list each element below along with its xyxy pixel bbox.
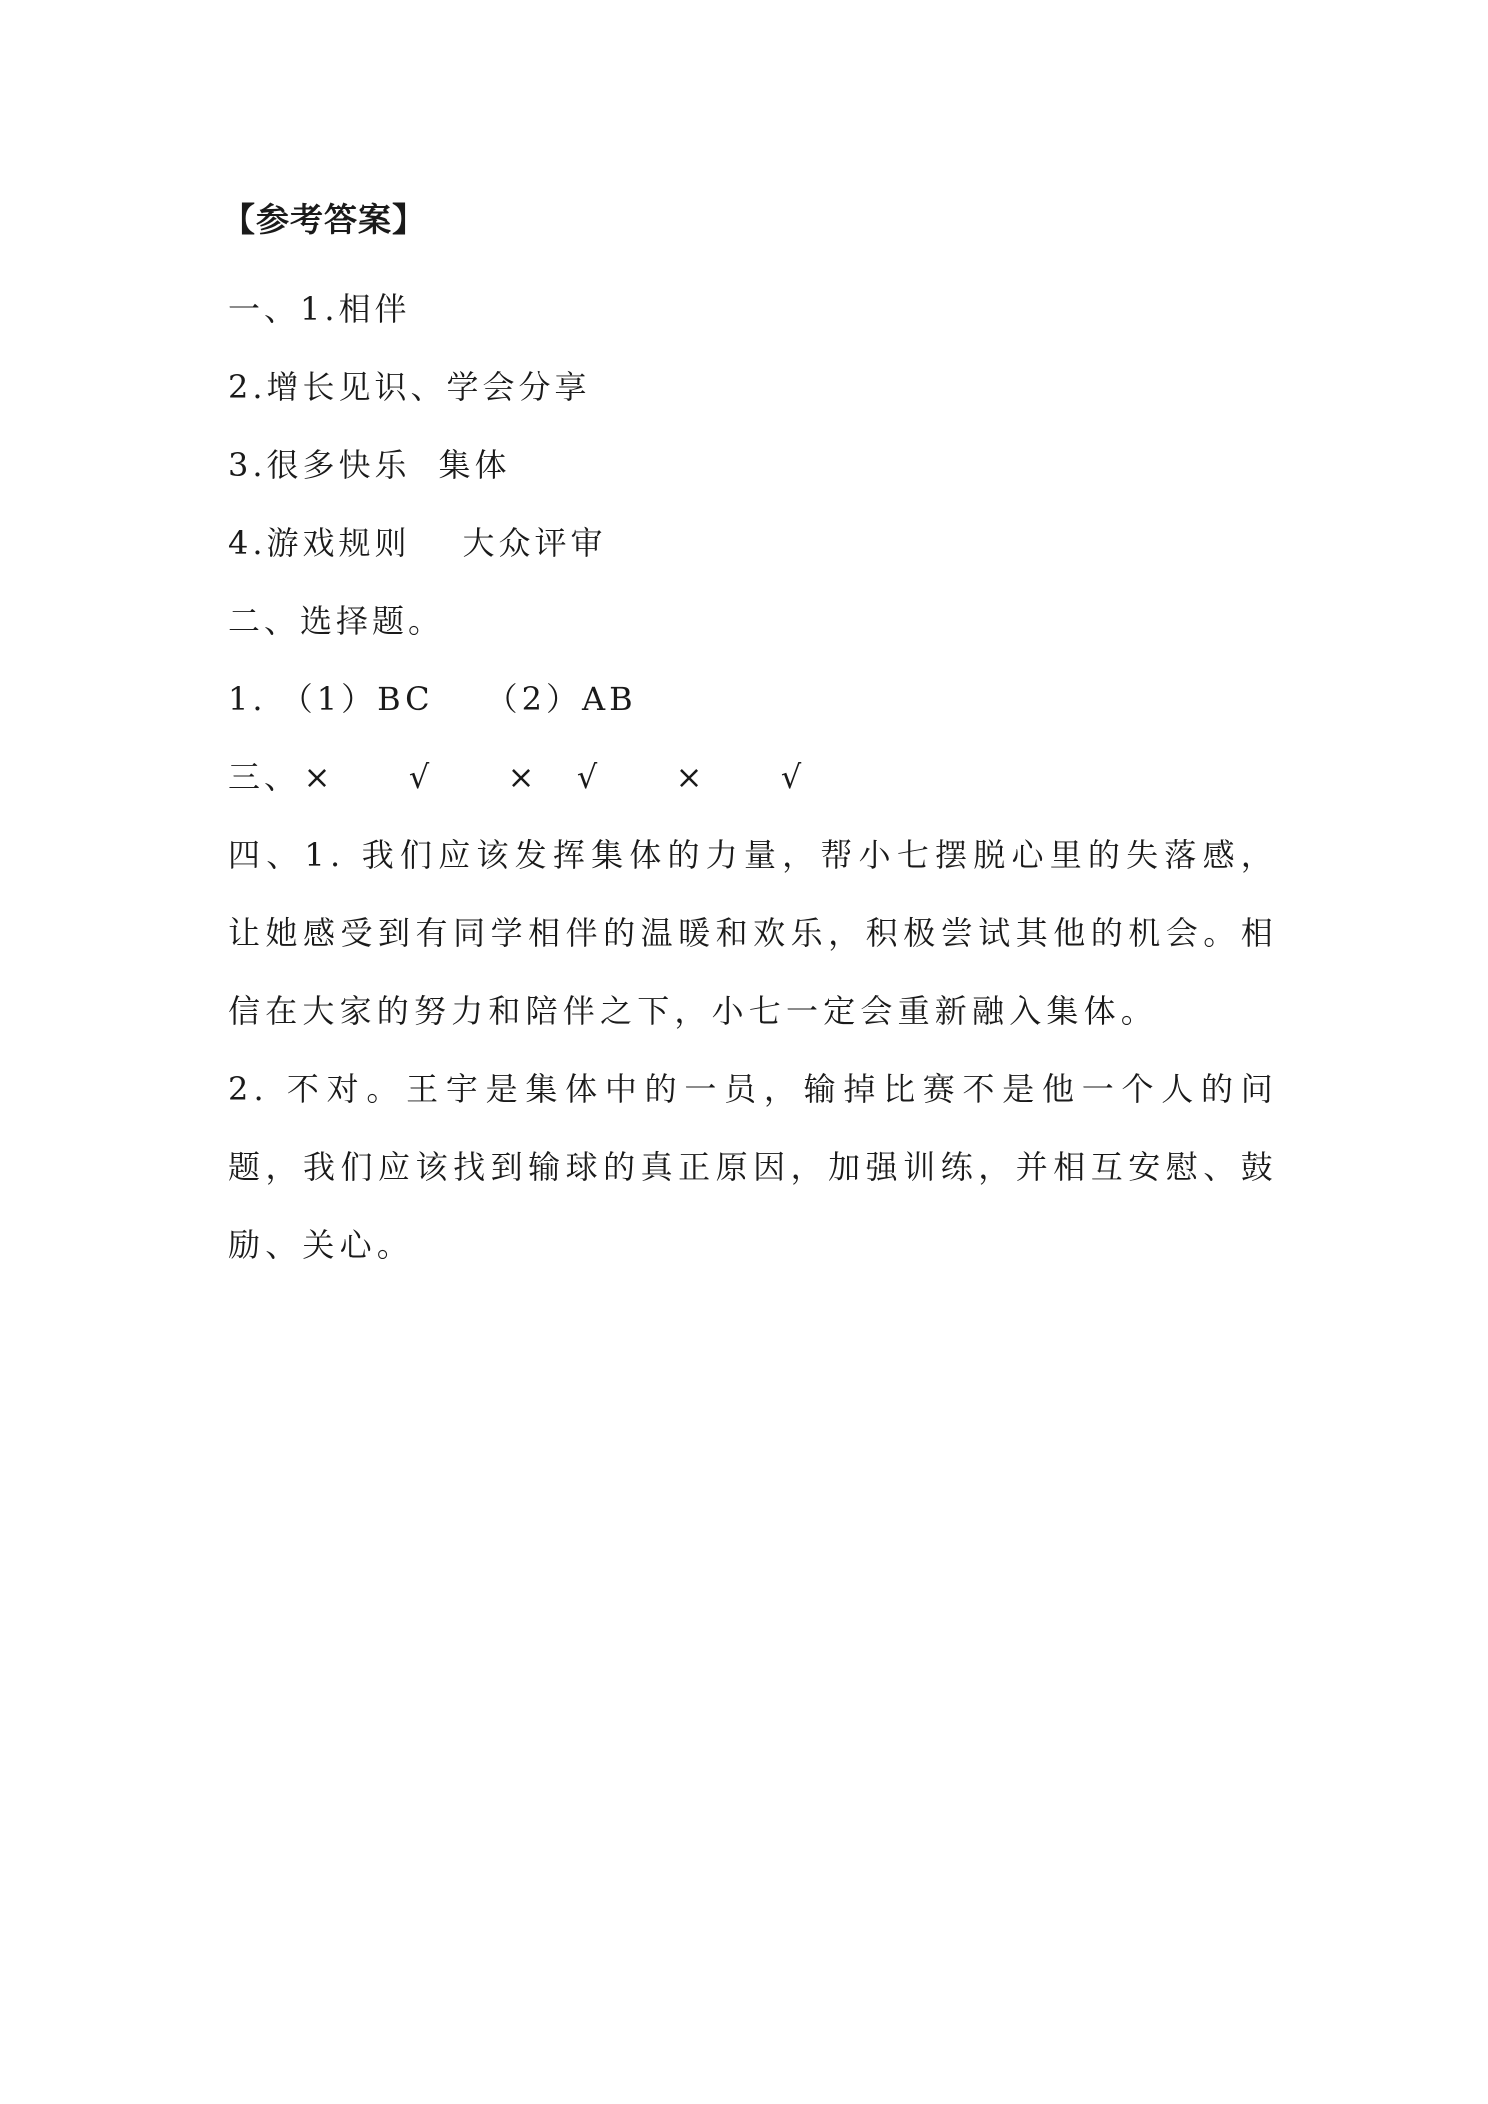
section4-answer-1: 四、1. 我们应该发挥集体的力量，帮小七摆脱心里的失落感，让她感受到有同学相伴的温暖和欢乐，积极尝试其他的机会。相信在大家的努力和陪伴之下，小七一定会重新融入集体。: [228, 836, 1278, 1030]
section1-answer-3: [228, 426, 1278, 504]
answer-key-title: 【参考答案】: [222, 200, 426, 239]
section3-mark-4: √: [576, 758, 602, 796]
section2-answer-1b: （2）AB: [485, 680, 637, 718]
section1-answer-3a: 3.很多快乐: [228, 446, 411, 484]
section1-answer-3b: 集体: [438, 446, 511, 484]
section3-mark-2: √: [408, 758, 434, 796]
section1-answer-1: 一、1.相伴: [228, 290, 411, 328]
section1-answer-2: 2.增长见识、学会分享: [228, 368, 591, 406]
section4-answer-2: 2. 不对。王宇是集体中的一员，输掉比赛不是他一个人的问题，我们应该找到输球的真正原因，加强训练，并相互安慰、鼓励、关心。: [228, 1070, 1278, 1264]
section3-mark-1: ×: [303, 758, 335, 796]
section3-mark-5: ×: [675, 758, 707, 796]
section3-label: 三、: [228, 758, 301, 796]
section3-answers: [228, 738, 1278, 816]
section1-answer-4b: 大众评审: [462, 524, 607, 562]
section2-answer-1: [228, 660, 1278, 738]
section2-heading: 二、选择题。: [228, 602, 445, 640]
answer-key: [222, 192, 1278, 1284]
section3-mark-3: ×: [507, 758, 539, 796]
section2-answer-1a: 1. （1）BC: [228, 680, 434, 718]
section3-mark-6: √: [780, 758, 806, 796]
section1-answer-4a: 4.游戏规则: [228, 524, 411, 562]
section1-answer-4: [228, 504, 1278, 582]
